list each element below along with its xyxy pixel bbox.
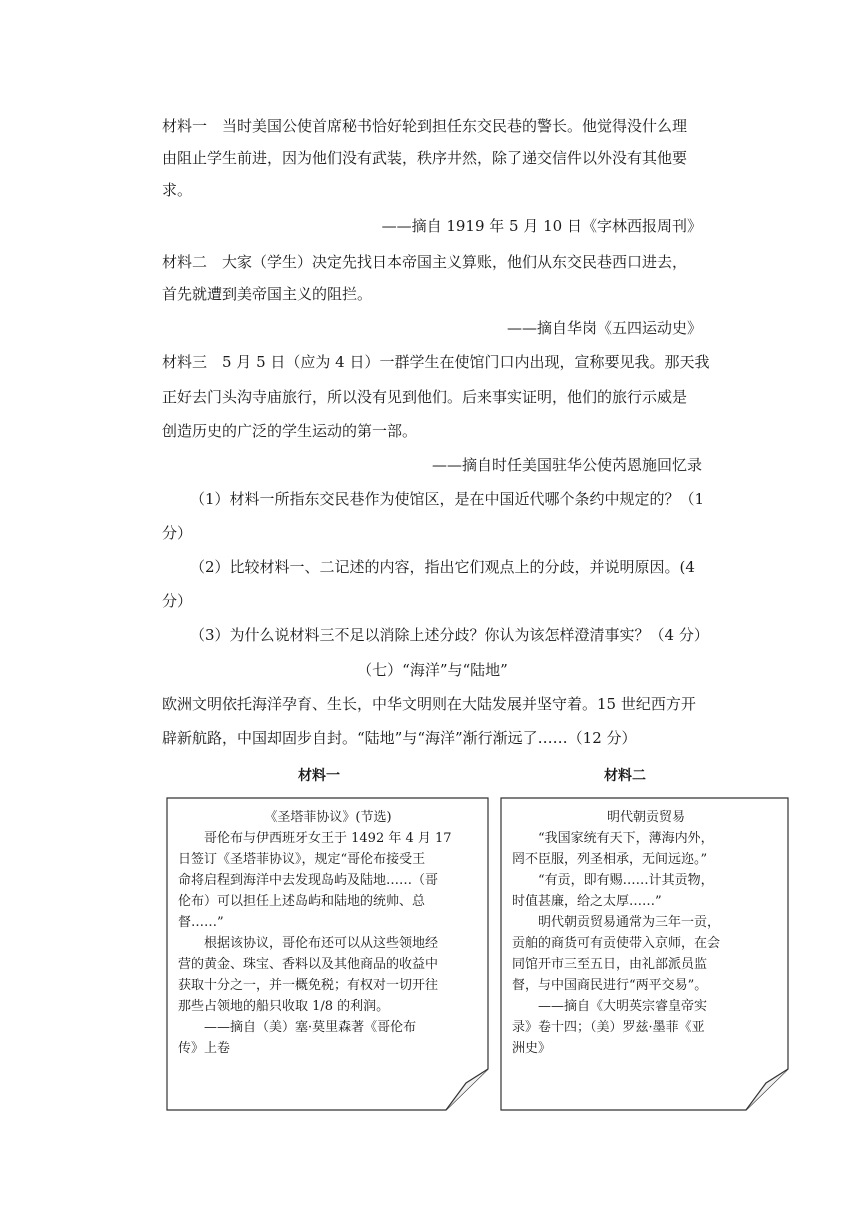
section7-heading: （七）“海洋”与“陆地”	[357, 661, 508, 679]
material1-line3: 求。	[162, 181, 193, 199]
box1-line: 根据该协议，哥伦布还可以从这些领地经	[178, 936, 439, 951]
question2-line1: （2）比较材料一、二记述的内容，指出它们观点上的分歧，并说明原因。(4	[190, 558, 695, 576]
box2-line: 明代朝贡贸易通常为三年一贡，	[512, 915, 721, 930]
box2-line: 时值甚廉，给之太厚……”	[512, 894, 662, 909]
material3-line2: 正好去门头沟寺庙旅行，所以没有见到他们。后来事实证明，他们的旅行示威是	[162, 388, 688, 406]
box1-line: 哥伦布与伊西班牙女王于 1492 年 4 月 17	[178, 831, 452, 846]
material1-note-box	[166, 797, 490, 1112]
box1-line: 营的黄金、珠宝、香料以及其他商品的收益中	[178, 957, 439, 972]
box2-label: 材料二	[604, 768, 646, 784]
box1-title: 《圣塔菲协议》(节选)	[264, 810, 392, 825]
material2-source: ——摘自华岗《五四运动史》	[506, 319, 702, 337]
box1-label: 材料一	[298, 768, 340, 784]
question1-line2: 分）	[162, 524, 193, 542]
box2-line: 洲史》	[512, 1041, 552, 1056]
box1-line: ——摘自（美）塞·莫里森著《哥伦布	[178, 1020, 417, 1035]
material1-source: ——摘自 1919 年 5 月 10 日《字林西报周刊》	[381, 217, 702, 235]
section7-intro-line2: 辟新航路，中国却固步自封。“陆地”与“海洋”渐行渐远了……（12 分）	[162, 729, 637, 747]
question1-line1: （1）材料一所指东交民巷作为使馆区，是在中国近代哪个条约中规定的？（1	[190, 490, 705, 508]
box1-line: 日签订《圣塔菲协议》，规定“哥伦布接受王	[178, 852, 426, 867]
material1-line1: 材料一 当时美国公使首席秘书恰好轮到担任东交民巷的警长。他觉得没什么理	[162, 117, 688, 135]
material2-line2: 首先就遭到美帝国主义的阻拦。	[162, 285, 373, 303]
box2-line: 录》卷十四；（美）罗兹·墨菲《亚	[512, 1020, 705, 1035]
box1-line: 传》上卷	[178, 1041, 231, 1056]
material2-note-box	[500, 797, 790, 1112]
material3-line3: 创造历史的广泛的学生运动的第一部。	[162, 422, 418, 440]
question2-line2: 分）	[162, 592, 193, 610]
box2-line: 贡舶的商货可有贡使带入京师，在会	[512, 936, 721, 951]
section7-intro-line1: 欧洲文明依托海洋孕育、生长，中华文明则在大陆发展并坚守着。15 世纪西方开	[162, 695, 696, 713]
box2-line: 罔不臣服，列圣相承，无间远迩。”	[512, 852, 708, 867]
material2-line1: 材料二 大家（学生）决定先找日本帝国主义算账，他们从东交民巷西口进去，	[162, 253, 688, 271]
box2-line: 督，与中国商民进行“两平交易”。	[512, 978, 708, 993]
question3-line1: （3）为什么说材料三不足以消除上述分歧？你认为该怎样澄清事实？（4 分）	[190, 626, 709, 644]
material1-line2: 由阻止学生前进，因为他们没有武装，秩序井然，除了递交信件以外没有其他要	[162, 149, 688, 167]
box2-title: 明代朝贡贸易	[606, 810, 685, 825]
box2-line: ——摘自《大明英宗睿皇帝实	[512, 999, 708, 1014]
box1-line: 督……”	[178, 915, 224, 930]
box1-line: 获取十分之一，并一概免税；有权对一切开往	[178, 978, 439, 993]
box1-line: 命将启程到海洋中去发现岛屿及陆地……（哥	[178, 873, 439, 888]
box1-line: 伦布）可以担任上述岛屿和陆地的统帅、总	[178, 894, 426, 909]
box2-line: “有贡，即有赐……计其贡物，	[512, 873, 714, 888]
box1-line: 那些占领地的船只收取 1/8 的利润。	[178, 999, 390, 1014]
box2-line: 同馆开市三至五日，由礼部派员监	[512, 957, 708, 972]
material3-line1: 材料三 5 月 5 日（应为 4 日）一群学生在使馆门口内出现，宣称要见我。那天我	[162, 353, 710, 371]
material3-source: ——摘自时任美国驻华公使芮恩施回忆录	[431, 456, 702, 474]
box2-line: “我国家统有天下，薄海内外，	[512, 831, 714, 846]
